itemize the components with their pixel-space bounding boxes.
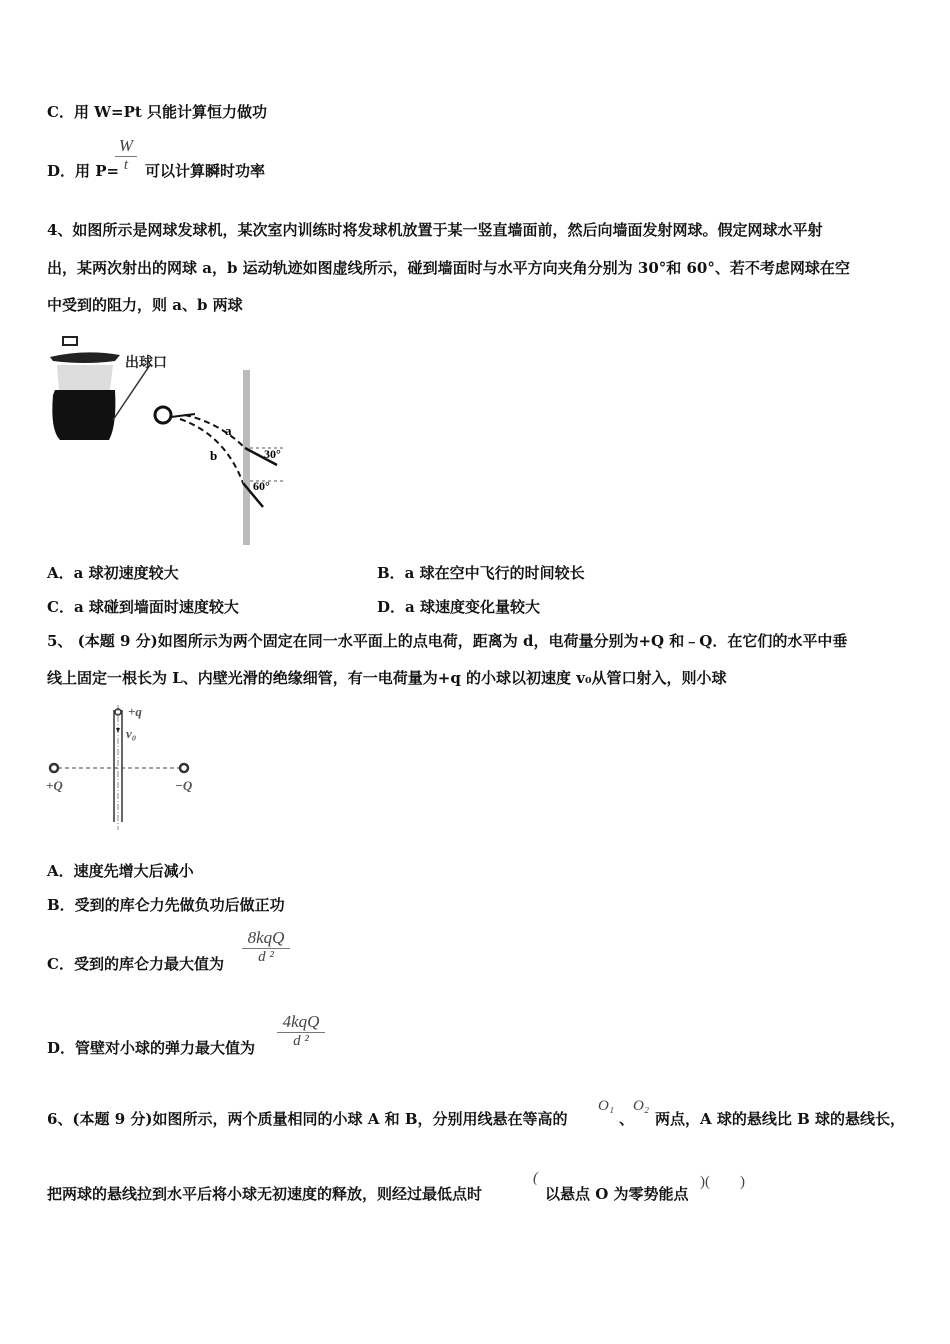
q4-option-b: B．a 球在空中飞行的时间较长 — [377, 564, 585, 582]
fraction-denominator: t — [123, 157, 129, 173]
fraction-numerator: 4kqQ — [277, 1012, 325, 1033]
fraction-denominator: d ² — [258, 949, 274, 965]
q5-option-a: A．速度先增大后减小 — [47, 862, 194, 880]
q4-stem-line-1: 4、如图所示是网球发球机，某次室内训练时将发球机放置于某一竖直墙面前，然后向墙面发射网球。假定网球水平射 — [47, 221, 823, 239]
fraction-denominator: d ² — [293, 1033, 309, 1049]
q3-option-d-prefix: D．用 P= — [47, 162, 120, 180]
tennis-launcher-figure — [45, 335, 295, 545]
q5-option-c-fraction — [242, 928, 290, 966]
charge-minus-q — [180, 764, 188, 772]
answer-parens: )( ) — [700, 1174, 745, 1190]
separator: 、 — [619, 1110, 635, 1128]
q5-option-d-fraction — [277, 1012, 325, 1050]
launcher-machine — [50, 337, 150, 440]
label-a: a — [225, 423, 232, 438]
q6-stem-line-1b: 两点，A 球的悬线比 B 球的悬线长， — [655, 1110, 905, 1128]
label-b: b — [210, 448, 218, 463]
q6-stem-line-2b: 以悬点 O 为零势能点 — [545, 1185, 689, 1203]
fraction-numerator: W — [115, 136, 137, 157]
q3-fraction-w-over-t — [115, 136, 137, 174]
trajectory-a — [185, 415, 245, 448]
q4-stem-line-3: 中受到的阻力，则 a、b 两球 — [47, 296, 243, 314]
q6-stem-line-1a: 6、(本题 9 分)如图所示，两个质量相同的小球 A 和 B，分别用线悬在等高的 — [47, 1110, 568, 1128]
label-o2: O₂ — [633, 1098, 650, 1114]
q3-option-d-suffix: 可以计算瞬时功率 — [145, 162, 266, 180]
q3-option-c: C．用 W=Pt 只能计算恒力做功 — [47, 103, 268, 121]
label-o1: O₁ — [598, 1098, 615, 1114]
charge-plus-q — [50, 764, 58, 772]
q4-option-c: C．a 球碰到墙面时速度较大 — [47, 598, 239, 616]
q6-stem-line-2a: 把两球的悬线拉到水平后将小球无初速度的释放，则经过最低点时 — [47, 1185, 483, 1203]
angle-a: 30° — [264, 447, 281, 461]
q4-option-d: D．a 球速度变化量较大 — [377, 598, 540, 616]
paren-open: ( — [533, 1170, 538, 1186]
q5-option-b: B．受到的库仑力先做负功后做正功 — [47, 896, 285, 914]
q5-stem-line-2: 线上固定一根长为 L、内壁光滑的绝缘细管，有一电荷量为+q 的小球以初速度 v₀从管口射入，则小球 — [47, 669, 727, 687]
angle-b: 60° — [253, 479, 270, 493]
label-plus-q: +Q — [46, 778, 63, 793]
q5-stem-line-1: 5、 (本题 9 分)如图所示为两个固定在同一水平面上的点电荷，距离为 d，电荷量分别为+Q 和﹣Q．在它们的水平中垂 — [47, 632, 848, 650]
q4-option-a: A．a 球初速度较大 — [47, 564, 179, 582]
q5-option-d-prefix: D．管壁对小球的弹力最大值为 — [47, 1039, 256, 1057]
wall — [243, 370, 250, 545]
charges-tube-figure — [40, 700, 210, 835]
label-q: +q — [128, 704, 142, 719]
label-minus-q: −Q — [175, 778, 193, 793]
fraction-numerator: 8kqQ — [242, 928, 290, 949]
ball-icon — [155, 407, 171, 423]
q4-stem-line-2: 出，某两次射出的网球 a，b 运动轨迹如图虚线所示，碰到墙面时与水平方向夹角分别为 30°和 60°、若不考虑网球在空 — [47, 259, 850, 277]
q5-option-c-prefix: C．受到的库仑力最大值为 — [47, 955, 224, 973]
label-v0: v₀ — [126, 726, 137, 741]
label-outlet: 出球口 — [125, 356, 167, 371]
